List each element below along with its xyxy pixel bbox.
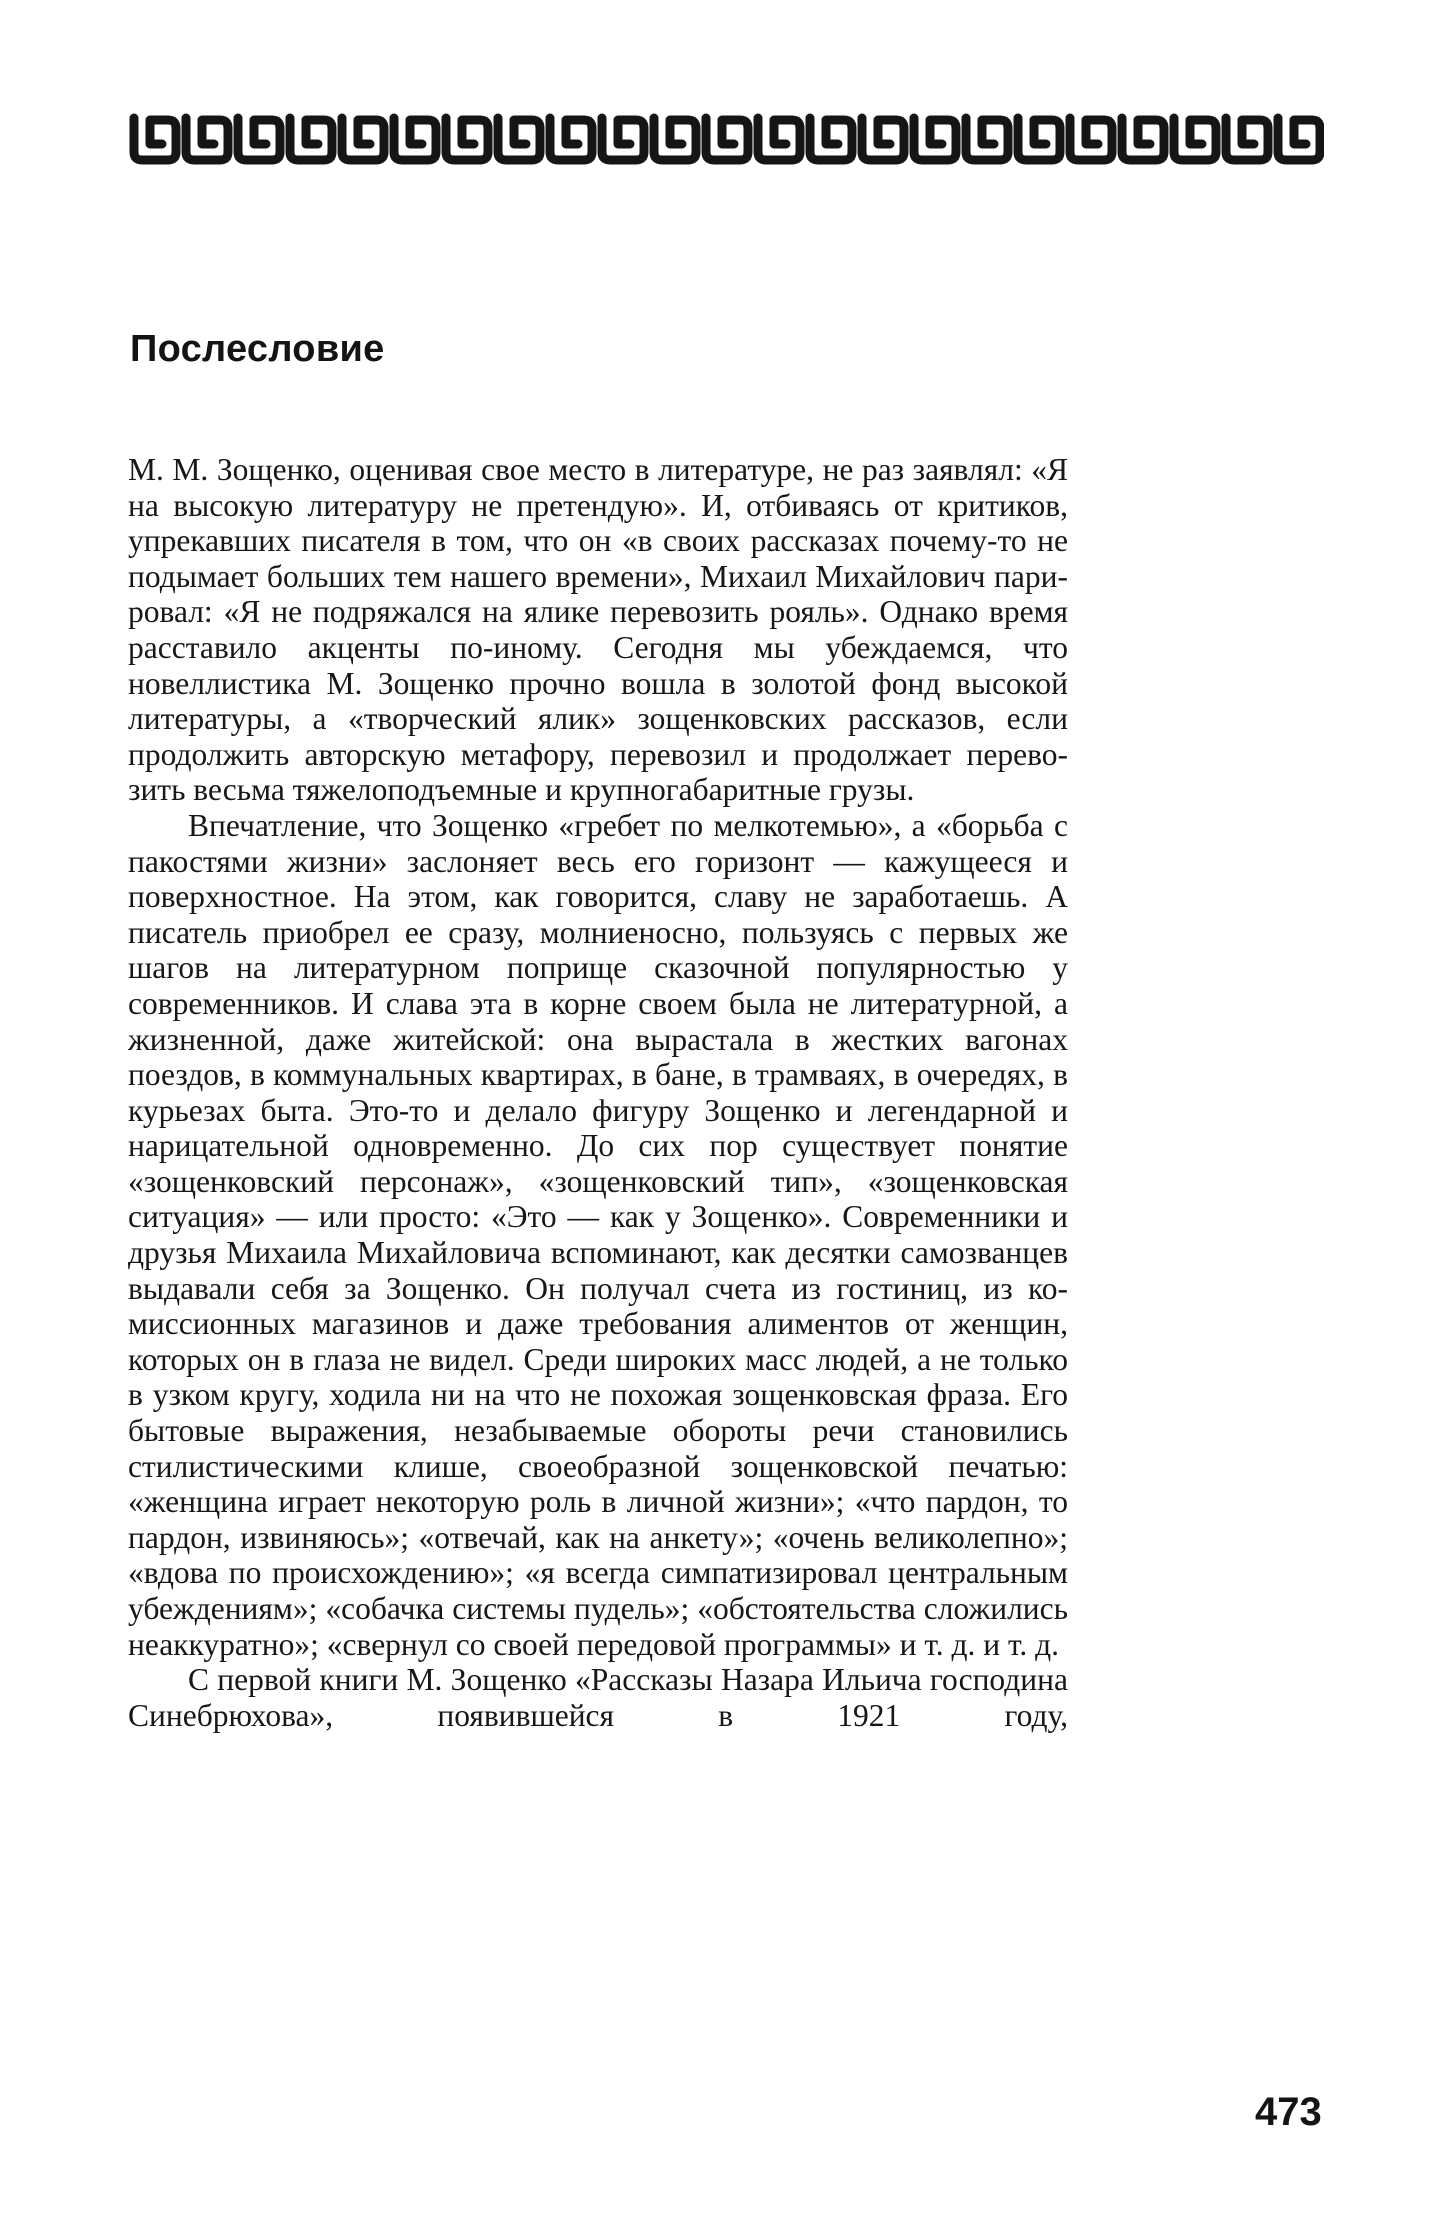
page-title: Послесловие bbox=[130, 328, 385, 370]
paragraph: Впечатление, что Зощенко «гребет по мелкотемью», а «борьба с пакостями жизни» заслоняет весь его горизонт — кажущееся и поверхностное. На этом, как говорится, славу не заработаешь. А писатель приобрел ее сразу, молниеносно, пользуясь с первых же шагов на литературном поприще сказочной популярностью у современников. И слава эта в корне своем была не литературной, а жизненной, даже житейской: она вырастала в жестких вагонах поездов, в коммунальных квартирах, в бане, в трамваях, в очередях, в курьезах быта. Это-то и делало фигуру Зощенко и легендарной и нарицательной одновременно. До сих пор существует понятие «зощенковский персонаж», «зощенковский тип», «зощенковская ситуация» — или просто: «Это — как у Зощенко». Современники и друзья Михаила Михайловича вспоминают, как десятки самозванцев выдавали себя за Зощенко. Он получал счета из гостиниц, из комиссионных магазинов и даже требования алиментов от женщин, которых он в глаза не видел. Среди широких масс людей, а не только в узком кругу, ходила ни на что не похожая зощенковская фраза. Его бытовые выражения, незабываемые обороты речи становились стилистическими клише, своеобразной зощенковской печатью: «женщина играет некоторую роль в личной жизни»; «что пардон, то пардон, извиняюсь»; «отвечай, как на анкету»; «очень великолепно»; «вдова по происхождению»; «я всегда симпатизировал центральным убеждениям»; «собачка системы пудель»; «обстоятельства сложились неаккуратно»; «свернул со своей передовой программы» и т. д. и т. д. bbox=[128, 807, 1068, 1662]
paragraph: М. М. Зощенко, оценивая свое место в литературе, не раз заявлял: «Я на высокую литературу не претендую». И, отбиваясь от критиков, упрекавших писателя в том, что он «в своих рассказах почему-то не подымает больших тем нашего времени», Михаил Михайлович парировал: «Я не подряжался на ялике перевозить рояль». Однако время расставило акценты по-иному. Сегодня мы убеждаемся, что новеллистика М. Зощенко прочно вошла в золотой фонд высокой литературы, а «творческий ялик» зощенковских рассказов, если продолжить авторскую метафору, перевозил и продолжает перевозить весьма тяжелоподъемные и крупногабаритные грузы. bbox=[128, 452, 1068, 808]
meander-pattern bbox=[134, 118, 1320, 160]
body-text bbox=[128, 452, 1068, 1733]
page-number: 473 bbox=[1255, 2090, 1322, 2134]
paragraph: С первой книги М. Зощенко «Рассказы Назара Ильича господина Синебрюхова», появившейся в 1921 году, bbox=[128, 1662, 1068, 1733]
meander-border-icon bbox=[128, 100, 1324, 170]
